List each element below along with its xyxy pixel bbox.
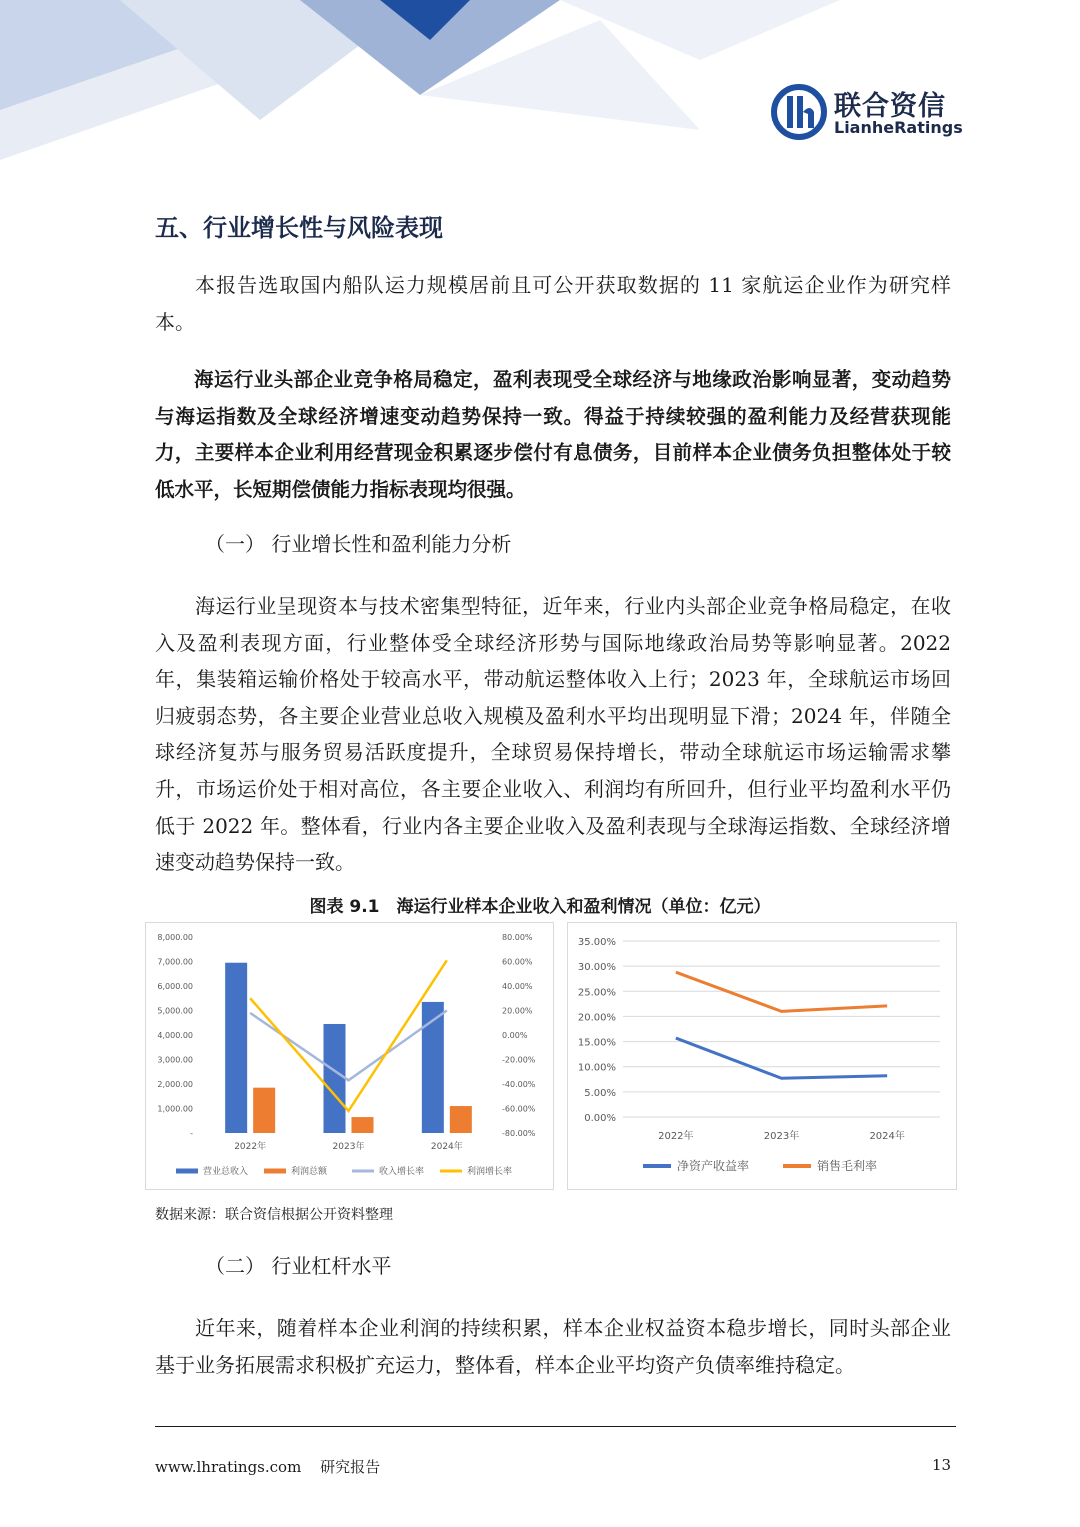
bar-revenue [225,963,247,1133]
footer-site [155,1456,380,1477]
footer-label: 研究报告 [320,1458,381,1476]
chart-revenue-profit-svg [146,923,553,1189]
x-tick-label: 2024年 [869,1131,905,1142]
left-tick-label: 8,000.00 [157,933,193,942]
right-tick-label: 0.00% [502,1031,528,1040]
bar-revenue [324,1024,346,1133]
data-source: 数据来源：联合资信根据公开资料整理 [155,1207,393,1223]
legend-label: 收入增长率 [379,1167,425,1177]
y-tick-label: 35.00% [577,937,616,948]
bar-profit [253,1088,275,1133]
left-tick-label: 4,000.00 [157,1031,193,1040]
subsection-title-1: （一） 行业增长性和盈利能力分析 [205,532,512,556]
right-tick-label: -60.00% [502,1104,536,1114]
x-tick-label: 2022年 [234,1142,267,1152]
left-tick-label: 5,000.00 [157,1006,193,1016]
page-number: 13 [932,1456,952,1474]
footer-divider [155,1426,956,1427]
left-tick-label: 2,000.00 [157,1080,193,1089]
line-roe [676,1038,887,1078]
y-tick-label: 20.00% [577,1012,616,1024]
left-tick-label: - [190,1129,193,1138]
bar-profit [352,1117,374,1133]
chart-roe-margin [567,922,957,1190]
line-gross-margin [676,972,887,1011]
line-revenue-growth [250,1011,447,1081]
footer-url[interactable]: www.lhratings.com [155,1458,302,1476]
right-tick-label: 40.00% [502,982,533,991]
right-tick-label: -20.00% [502,1055,536,1065]
chart-revenue-profit [145,922,554,1190]
figure-caption: 图表 9.1 海运行业样本企业收入和盈利情况（单位：亿元） [309,897,771,917]
x-tick-label: 2024年 [430,1142,463,1152]
right-tick-label: 20.00% [502,1006,533,1016]
x-tick-label: 2022年 [658,1131,694,1142]
legend-label: 利润总额 [291,1167,328,1177]
right-tick-label: -80.00% [502,1129,536,1138]
legend-label: 销售毛利率 [817,1159,878,1173]
left-tick-label: 6,000.00 [157,982,193,991]
subsection-title-2: （二） 行业杠杆水平 [205,1254,392,1278]
x-tick-label: 2023年 [332,1142,365,1152]
line-profit-growth [250,960,447,1111]
y-tick-label: 30.00% [577,962,616,974]
y-tick-label: 5.00% [584,1087,616,1099]
subsection-2-body: 近年来，随着样本企业利润的持续积累，样本企业权益资本稳步增长，同时头部企业基于业务拓展需求积极扩充运力，整体看，样本企业平均资产负债率维持稳定。 [155,1316,951,1377]
right-tick-label: 80.00% [502,933,533,942]
y-tick-label: 15.00% [577,1037,616,1049]
bar-profit [450,1106,472,1133]
y-tick-label: 0.00% [584,1113,616,1124]
x-tick-label: 2023年 [763,1131,800,1142]
left-tick-label: 7,000.00 [157,957,193,967]
section-title: 五、行业增长性与风险表现 [155,214,443,242]
subsection-1-body: 海运行业呈现资本与技术密集型特征，近年来，行业内头部企业竞争格局稳定，在收入及盈利表现方面，行业整体受全球经济形势与国际地缘政治局势等影响显著。2022 年，集装箱运输价格处于较高水平，带动航运整体收入上行；2023 年，全球航运市场回归疲弱态势，各主要企业营业总收入规模及盈利水平均出现明显下滑；2024 年，伴随全球经济复苏与服务贸易活跃度提升，全球贸易保持增长，带动全球航运市场运输需求攀升，市场运价处于相对高位，各主要企业收入、利润均有所回升，但行业平均盈利水平仍低于 2022 年。整体看，行业内各主要企业收入及盈利表现与全球海运指数、全球经济增速变动趋势保持一致。 [155,594,951,875]
right-tick-label: 60.00% [502,957,533,967]
legend-label: 营业总收入 [203,1167,249,1177]
left-tick-label: 3,000.00 [157,1055,193,1065]
logo-chinese-name: 联合资信 [834,91,946,122]
summary-paragraph: 海运行业头部企业竞争格局稳定，盈利表现受全球经济与地缘政治影响显著，变动趋势与海运指数及全球经济增速变动趋势保持一致。得益于持续较强的盈利能力及经营获现能力，主要样本企业利用经营现金积累逐步偿付有息债务，目前样本企业债务负担整体处于较低水平，长短期偿债能力指标表现均很强。 [155,368,951,501]
intro-paragraph: 本报告选取国内船队运力规模居前且可公开获取数据的 11 家航运企业作为研究样本。 [155,273,951,334]
left-tick-label: 1,000.00 [157,1104,193,1114]
y-tick-label: 10.00% [577,1062,616,1074]
chart-roe-margin-svg [568,923,956,1189]
right-tick-label: -40.00% [502,1080,536,1089]
y-tick-label: 25.00% [577,987,616,999]
legend-label: 净资产收益率 [677,1159,750,1173]
logo-english-name: LianheRatings [834,118,963,137]
legend-label: 利润增长率 [467,1167,513,1177]
